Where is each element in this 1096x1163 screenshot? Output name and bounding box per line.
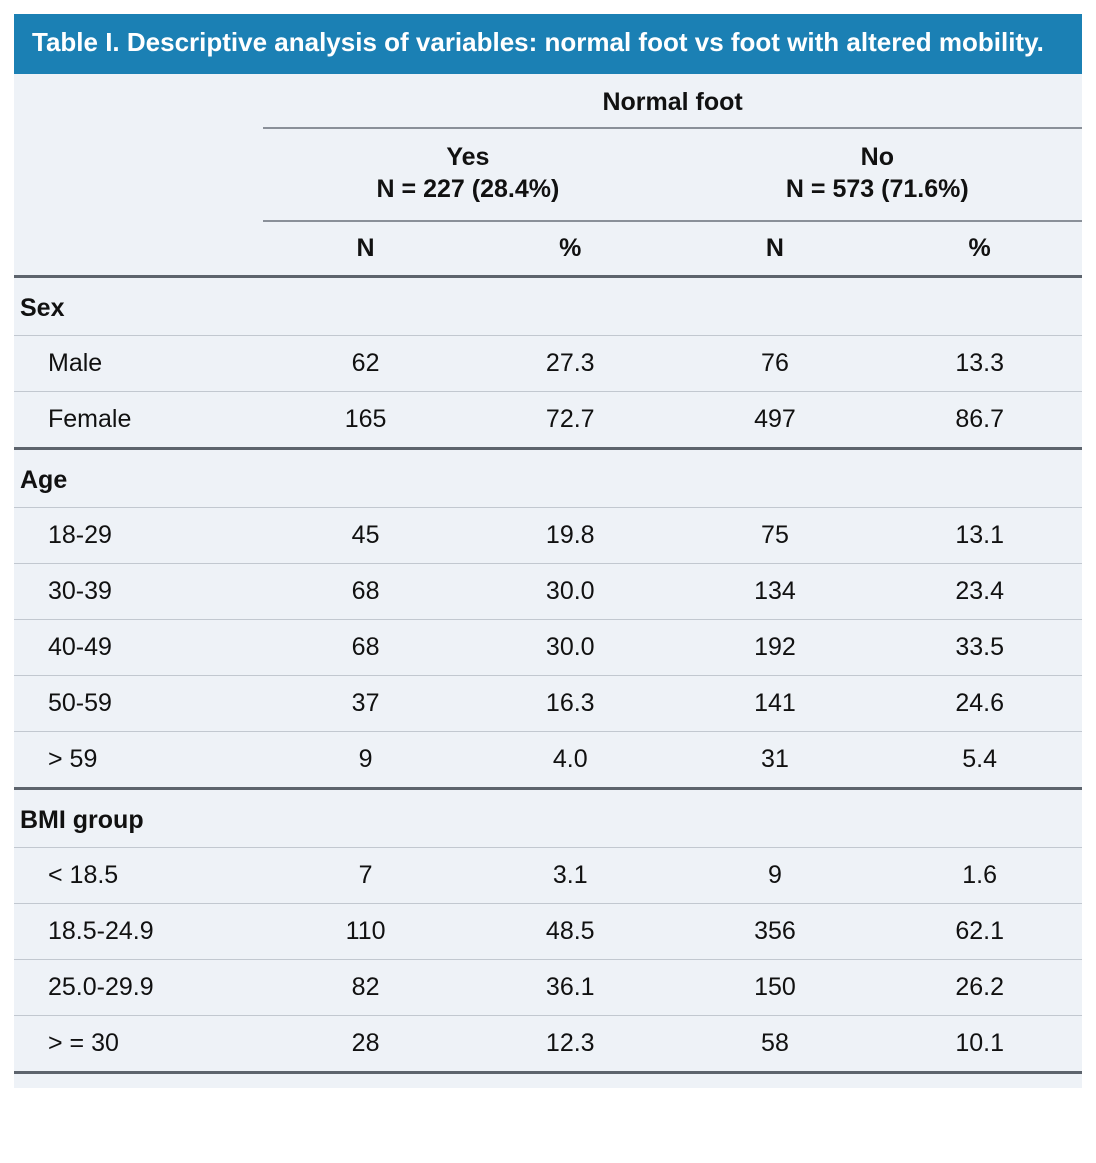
section-empty-cell bbox=[877, 448, 1082, 507]
row-no-n: 141 bbox=[673, 675, 878, 731]
row-no-pct: 5.4 bbox=[877, 731, 1082, 788]
row-no-pct: 23.4 bbox=[877, 563, 1082, 619]
row-label: > = 30 bbox=[14, 1015, 263, 1072]
table-body bbox=[14, 276, 1082, 1072]
table-row bbox=[14, 391, 1082, 448]
row-no-pct: 13.3 bbox=[877, 335, 1082, 391]
row-yes-n: 110 bbox=[263, 903, 468, 959]
table-row bbox=[14, 1015, 1082, 1072]
section-title: BMI group bbox=[14, 788, 263, 847]
header-row-units bbox=[14, 221, 1082, 277]
row-yes-n: 37 bbox=[263, 675, 468, 731]
row-no-n: 9 bbox=[673, 847, 878, 903]
header-yes-n: N bbox=[263, 221, 468, 277]
section-empty-cell bbox=[263, 276, 468, 335]
table-caption: Table I. Descriptive analysis of variables: normal foot vs foot with altered mobility. bbox=[14, 14, 1082, 74]
row-no-n: 75 bbox=[673, 507, 878, 563]
row-no-n: 356 bbox=[673, 903, 878, 959]
header-group-normal-foot: Normal foot bbox=[263, 74, 1082, 128]
row-no-n: 134 bbox=[673, 563, 878, 619]
row-no-pct: 24.6 bbox=[877, 675, 1082, 731]
row-yes-pct: 3.1 bbox=[468, 847, 673, 903]
row-no-n: 31 bbox=[673, 731, 878, 788]
section-empty-cell bbox=[468, 276, 673, 335]
section-empty-cell bbox=[673, 788, 878, 847]
descriptive-analysis-table bbox=[14, 74, 1082, 1074]
row-no-n: 76 bbox=[673, 335, 878, 391]
section-title: Sex bbox=[14, 276, 263, 335]
row-yes-pct: 12.3 bbox=[468, 1015, 673, 1072]
section-empty-cell bbox=[877, 788, 1082, 847]
table-bottom-padding bbox=[14, 1074, 1082, 1088]
section-empty-cell bbox=[263, 448, 468, 507]
row-label: 30-39 bbox=[14, 563, 263, 619]
row-yes-n: 28 bbox=[263, 1015, 468, 1072]
header-no-n: N bbox=[673, 221, 878, 277]
table-row bbox=[14, 335, 1082, 391]
table-row bbox=[14, 619, 1082, 675]
table-row bbox=[14, 507, 1082, 563]
header-subgroup-no-count: N = 573 (71.6%) bbox=[785, 175, 969, 204]
row-yes-n: 9 bbox=[263, 731, 468, 788]
row-no-pct: 62.1 bbox=[877, 903, 1082, 959]
row-no-pct: 26.2 bbox=[877, 959, 1082, 1015]
table-header bbox=[14, 74, 1082, 277]
row-yes-pct: 16.3 bbox=[468, 675, 673, 731]
section-empty-cell bbox=[263, 788, 468, 847]
table-row bbox=[14, 959, 1082, 1015]
row-label: < 18.5 bbox=[14, 847, 263, 903]
row-no-n: 497 bbox=[673, 391, 878, 448]
section-empty-cell bbox=[468, 788, 673, 847]
row-label: 18.5-24.9 bbox=[14, 903, 263, 959]
table-row bbox=[14, 731, 1082, 788]
row-yes-pct: 30.0 bbox=[468, 619, 673, 675]
header-subgroup-yes bbox=[263, 128, 672, 221]
row-yes-pct: 72.7 bbox=[468, 391, 673, 448]
row-label: 25.0-29.9 bbox=[14, 959, 263, 1015]
row-label: Female bbox=[14, 391, 263, 448]
row-yes-pct: 36.1 bbox=[468, 959, 673, 1015]
table-row bbox=[14, 563, 1082, 619]
row-no-n: 150 bbox=[673, 959, 878, 1015]
row-yes-pct: 19.8 bbox=[468, 507, 673, 563]
table-row bbox=[14, 847, 1082, 903]
row-no-pct: 33.5 bbox=[877, 619, 1082, 675]
header-variable-column bbox=[14, 221, 263, 277]
section-header-row bbox=[14, 276, 1082, 335]
section-empty-cell bbox=[877, 276, 1082, 335]
row-yes-n: 45 bbox=[263, 507, 468, 563]
section-empty-cell bbox=[673, 448, 878, 507]
row-yes-n: 62 bbox=[263, 335, 468, 391]
header-corner-cell bbox=[14, 74, 263, 128]
row-yes-pct: 4.0 bbox=[468, 731, 673, 788]
section-empty-cell bbox=[468, 448, 673, 507]
row-yes-n: 165 bbox=[263, 391, 468, 448]
row-label: 50-59 bbox=[14, 675, 263, 731]
row-no-n: 58 bbox=[673, 1015, 878, 1072]
row-no-pct: 86.7 bbox=[877, 391, 1082, 448]
header-subgroup-yes-label: Yes bbox=[446, 142, 490, 171]
row-no-pct: 10.1 bbox=[877, 1015, 1082, 1072]
row-no-pct: 1.6 bbox=[877, 847, 1082, 903]
table-row bbox=[14, 903, 1082, 959]
section-empty-cell bbox=[673, 276, 878, 335]
header-no-pct: % bbox=[877, 221, 1082, 277]
header-row-group bbox=[14, 74, 1082, 128]
header-yes-pct: % bbox=[468, 221, 673, 277]
row-label: > 59 bbox=[14, 731, 263, 788]
table-row bbox=[14, 675, 1082, 731]
row-yes-pct: 27.3 bbox=[468, 335, 673, 391]
section-header-row bbox=[14, 448, 1082, 507]
row-label: 40-49 bbox=[14, 619, 263, 675]
row-yes-n: 82 bbox=[263, 959, 468, 1015]
header-subgroup-yes-count: N = 227 (28.4%) bbox=[376, 175, 560, 204]
row-yes-n: 68 bbox=[263, 619, 468, 675]
row-no-n: 192 bbox=[673, 619, 878, 675]
section-header-row bbox=[14, 788, 1082, 847]
row-yes-n: 68 bbox=[263, 563, 468, 619]
header-row-subgroups bbox=[14, 128, 1082, 221]
row-yes-pct: 30.0 bbox=[468, 563, 673, 619]
header-subgroup-no bbox=[673, 128, 1082, 221]
section-title: Age bbox=[14, 448, 263, 507]
row-no-pct: 13.1 bbox=[877, 507, 1082, 563]
row-yes-pct: 48.5 bbox=[468, 903, 673, 959]
row-label: Male bbox=[14, 335, 263, 391]
header-subgroup-no-label: No bbox=[860, 142, 894, 171]
row-yes-n: 7 bbox=[263, 847, 468, 903]
header-corner-cell-2 bbox=[14, 128, 263, 221]
row-label: 18-29 bbox=[14, 507, 263, 563]
